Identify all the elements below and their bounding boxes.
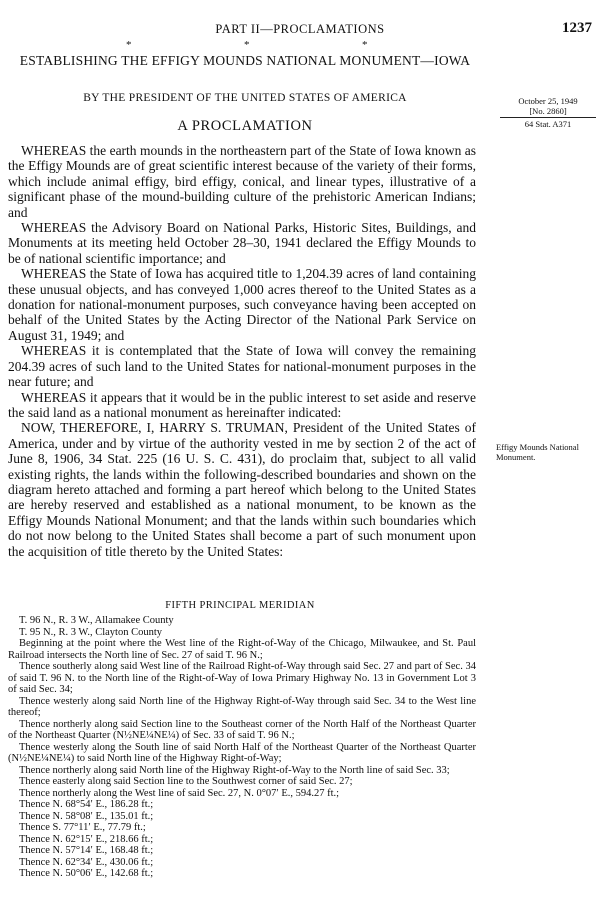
running-header [0, 20, 600, 40]
proclaim-paragraph: NOW, THEREFORE, I, HARRY S. TRUMAN, President of the United States of America, under and by virtue of the authority vested in me by section 2 of the act of June 8, 1906, 34 Stat. 225 (16 U. S. C. 431), do proclaim that, subject to all valid existing rights, the lands within the following-described boundaries and shown on the diagram hereto attached and forming a part hereof which belong to the United States are hereby reserved and established as a national monument, to be known as the Effigy Mounds National Monument; and that the lands within such boundaries which do not now belong to the United States shall become a part of such monument upon the acquisition of title thereto by the United States: [8, 420, 476, 559]
proclamation-number: [No. 2860] [529, 106, 567, 116]
star-glyph: * [126, 39, 132, 51]
boundary-line: Thence westerly along the South line of said North Half of the Northeast Quarter of the Northeast Quarter (N½NE¼NE¼) to said North line of the Highway Right-of-Way; [8, 741, 476, 764]
whereas-paragraph: WHEREAS the earth mounds in the northeastern part of the State of Iowa known as the Effigy Mounds are of great scientific interest because of the variety of their forms, which include animal effigy, bird effigy, conical, and linear types, illustrative of a significant phase of the mound-building culture of the prehistoric American Indians; and [8, 143, 476, 220]
boundary-line: Thence N. 58°08′ E., 135.01 ft.; [19, 810, 154, 822]
boundary-line: T. 96 N., R. 3 W., Allamakee County [19, 615, 174, 626]
boundary-line: Thence N. 68°54′ E., 186.28 ft.; [19, 799, 154, 810]
whereas-paragraph: WHEREAS it is contemplated that the State of Iowa will convey the remaining 204.39 acres of such land to the United States for national-monument purposes in the near future; and [8, 343, 476, 390]
whereas-paragraph: WHEREAS the Advisory Board on National Parks, Historic Sites, Buildings, and Monuments at its meeting held October 28–30, 1941 declared the Effigy Mounds to be of national scientific importance; and [8, 220, 476, 266]
margin-rule [500, 117, 596, 118]
margin-note-effigy: Effigy Mounds National Monument. [496, 442, 579, 462]
page-number: 1237 [562, 20, 592, 36]
boundary-line: Thence N. 50°06′ E., 142.68 ft.; [19, 868, 154, 879]
boundary-line: Thence northerly along said Section line to the Southeast corner of the North Half of the Northeast Quarter of the Northeast Quarter (N½NE¼NE¼) of Sec. 33 of said T. 96 N.; [8, 718, 476, 741]
boundary-line: Thence westerly along said North line of the Highway Right-of-Way through said Sec. 34 to the West line thereof; [8, 695, 476, 718]
boundary-line: Thence N. 62°34′ E., 430.06 ft.; [19, 856, 154, 868]
whereas-paragraph: WHEREAS the State of Iowa has acquired title to 1,204.39 acres of land containing these unusual objects, and has conveyed 1,000 acres thereof to the United States as a donation for national-monument purposes, such conveyance having been accepted on behalf of the United States by the Acting Director of the National Park Service on August 31, 1949; and [8, 266, 476, 343]
whereas-paragraph: WHEREAS it appears that it would be in the public interest to set aside and reserve the said land as a national monument as hereinafter indicated: [8, 389, 476, 420]
boundary-line: Beginning at the point where the West line of the Right-of-Way of the Chicago, Milwaukee, and St. Paul Railroad intersects the North line of Sec. 27 of said T. 96 N.; [8, 638, 476, 661]
byline: BY THE PRESIDENT OF THE UNITED STATES OF AMERICA [83, 92, 407, 104]
running-head-title: PART II—PROCLAMATIONS [215, 22, 385, 36]
date-note: October 25, 1949 [518, 96, 578, 106]
boundary-line: Thence southerly along said West line of the Railroad Right-of-Way through said Sec. 27 and part of Sec. 34 of said T. 96 N. to the North line of the Right-of-Way of Iowa Primary Highway No. 13 in Government Lot 3 of said Sec. 34; [8, 661, 476, 695]
boundary-description [8, 615, 476, 880]
boundary-line: Thence northerly along said North line of the Highway Right-of-Way to the North line of said Sec. 33; [19, 764, 450, 776]
boundary-line: Thence N. 57°14′ E., 168.48 ft.; [19, 845, 154, 856]
meridian-heading: FIFTH PRINCIPAL MERIDIAN [165, 600, 315, 611]
star-glyph: * [362, 39, 368, 51]
proclamation-heading: A PROCLAMATION [177, 118, 313, 134]
star-glyph: * [244, 39, 250, 51]
boundary-line: T. 95 N., R. 3 W., Clayton County [19, 626, 163, 638]
boundary-line: Thence easterly along said Section line to the Southwest corner of said Sec. 27; [19, 776, 353, 787]
boundary-line: Thence S. 77°11′ E., 77.79 ft.; [19, 822, 146, 833]
margin-note-stat: 64 Stat. A371 [524, 119, 572, 129]
boundary-line: Thence northerly along the West line of said Sec. 27, N. 0°07′ E., 594.27 ft.; [19, 787, 340, 799]
proclamation-title: ESTABLISHING THE EFFIGY MOUNDS NATIONAL MONUMENT—IOWA [19, 53, 471, 68]
proclamation-body [8, 143, 476, 559]
margin-note-date [496, 96, 600, 116]
boundary-line: Thence N. 62°15′ E., 218.66 ft.; [19, 833, 154, 845]
section-break-stars [0, 39, 600, 51]
